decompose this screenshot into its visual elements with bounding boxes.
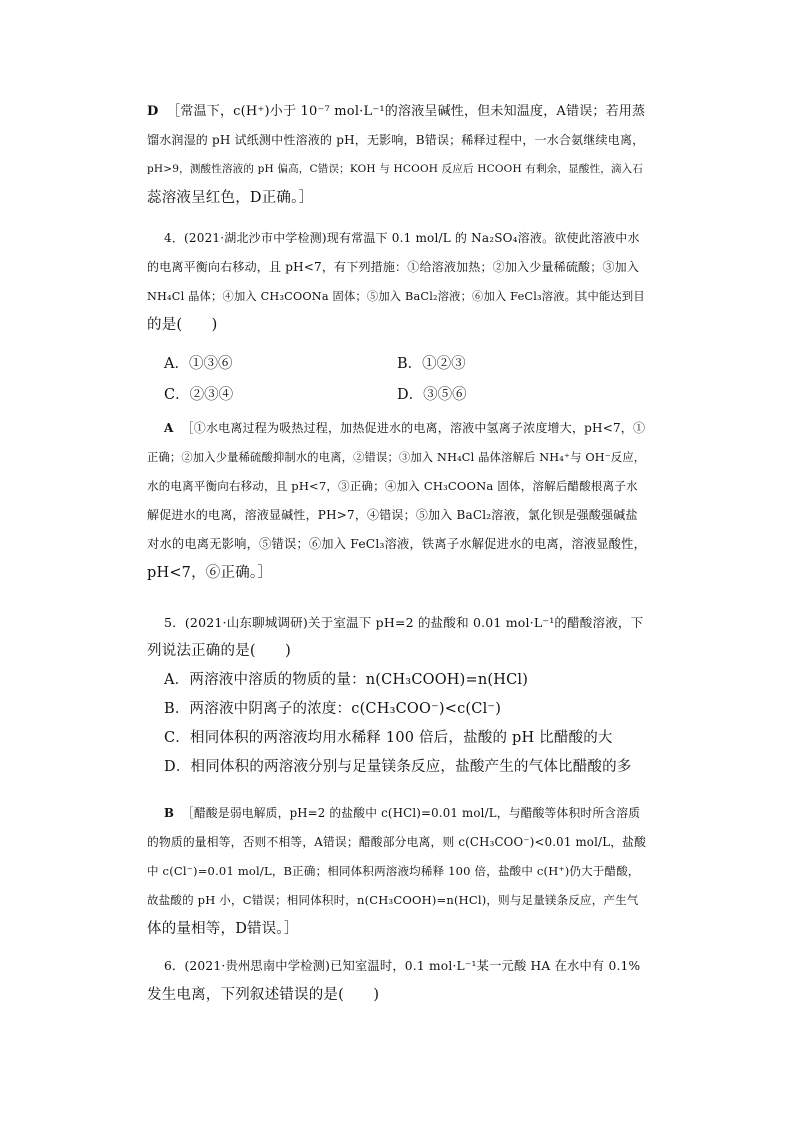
q4-answer-letter: A xyxy=(164,421,174,435)
q5-answer-line: 故盐酸的 pH 小，C错误；相同体积时，n(CH₃COOH)=n(HCl)，则与足量镁条反应，产生气 xyxy=(147,893,639,907)
q5-answer-letter: B xyxy=(164,806,175,820)
q4-answer-line: pH<7，⑥正确。］ xyxy=(147,565,273,581)
q4-option-a[interactable]: A．①③⑥ xyxy=(164,356,233,372)
q5-option-d[interactable]: D．相同体积的两溶液分别与足量镁条反应，盐酸产生的气体比醋酸的多 xyxy=(164,759,632,775)
q4-question-line: 的是( ) xyxy=(147,317,218,333)
q4-answer-line: 对水的电离无影响，⑤错误；⑥加入 FeCl₃溶液，铁离子水解促进水的电离，溶液显酸性， xyxy=(147,537,647,551)
q4-answer-line: ［①水电离过程为吸热过程，加热促进水的电离，溶液中氢离子浓度增大，pH<7，① xyxy=(181,421,646,435)
q6-question-line: 6．(2021·贵州思南中学检测)已知室温时，0.1 mol·L⁻¹某一元酸 HA 在水中有 0.1% xyxy=(164,959,641,973)
q5-answer-line: 的物质的量相等，否则不相等，A错误；醋酸部分电离，则 c(CH₃COO⁻)<0.01 mol/L，盐酸 xyxy=(147,835,647,849)
q4-option-d[interactable]: D．③⑤⑥ xyxy=(397,387,467,403)
q4-answer-line: 正确；②加入少量稀硫酸抑制水的电离，②错误；③加入 NH₄Cl 晶体溶解后 NH₄⁺与 OH⁻反应， xyxy=(147,451,646,464)
q3-answer-line: pH>9，测酸性溶液的 pH 偏高，C错误；KOH 与 HCOOH 反应后 HCOOH 有剩余，显酸性，滴入石 xyxy=(147,163,644,175)
q5-answer-line: 中 c(Cl⁻)=0.01 mol/L，B正确；相同体积两溶液均稀释 100 倍，盐酸中 c(H⁺)仍大于醋酸， xyxy=(147,864,640,878)
q3-answer-letter: D xyxy=(147,104,159,119)
q5-question-line: 5．(2021·山东聊城调研)关于室温下 pH=2 的盐酸和 0.01 mol·L⁻¹的醋酸溶液，下 xyxy=(164,615,644,630)
q3-answer-line: ［常温下，c(H⁺)小于 10⁻⁷ mol·L⁻¹的溶液呈碱性，但未知温度，A错误；若用蒸 xyxy=(167,104,646,119)
q5-option-c[interactable]: C．相同体积的两溶液均用水稀释 100 倍后，盐酸的 pH 比醋酸的大 xyxy=(164,730,613,746)
q4-option-c[interactable]: C．②③④ xyxy=(164,387,234,403)
q5-option-a[interactable]: A．两溶液中溶质的物质的量：n(CH₃COOH)=n(HCl) xyxy=(164,672,529,688)
q4-question-line: 4．(2021·湖北沙市中学检测)现有常温下 0.1 mol/L 的 Na₂SO₄溶液。欲使此溶液中水 xyxy=(164,231,640,245)
q5-answer-block xyxy=(147,799,647,944)
q5-answer-line: ［醋酸是弱电解质，pH=2 的盐酸中 c(HCl)=0.01 mol/L，与醋酸等体积时所含溶质 xyxy=(182,806,641,820)
q5-option-b[interactable]: B．两溶液中阴离子的浓度：c(CH₃COO⁻)<c(Cl⁻) xyxy=(164,701,502,717)
q4-question-block xyxy=(147,224,647,340)
q3-answer-line: 蕊溶液呈红色，D正确。］ xyxy=(147,190,314,206)
q5-question-line: 列说法正确的是( ) xyxy=(147,643,292,659)
q4-answer-line: 水的电离平衡向右移动，且 pH<7，③正确；④加入 CH₃COONa 固体，溶解后醋酸根离子水 xyxy=(147,479,638,493)
q4-question-line: 的电离平衡向右移动，且 pH<7，有下列措施：①给溶液加热；②加入少量稀硫酸；③加入 xyxy=(147,260,640,274)
q4-option-b[interactable]: B．①②③ xyxy=(397,356,466,372)
q6-question-block xyxy=(147,952,647,1010)
q4-answer-line: 解促进水的电离，溶液显碱性，PH>7，④错误；⑤加入 BaCl₂溶液，氯化钡是强酸强碱盐 xyxy=(147,508,638,522)
q6-question-line: 发生电离，下列叙述错误的是( ) xyxy=(147,987,380,1003)
q4-answer-block xyxy=(147,414,647,588)
q5-question-block xyxy=(147,608,647,782)
q3-answer-line: 馏水润湿的 pH 试纸测中性溶液的 pH，无影响，B错误；稀释过程中，一水合氨继续电离， xyxy=(147,133,645,147)
q3-answer-block xyxy=(147,97,647,213)
q4-question-line: NH₄Cl 晶体；④加入 CH₃COONa 固体；⑤加入 BaCl₂溶液；⑥加入 FeCl₃溶液。其中能达到目 xyxy=(147,290,645,303)
q5-answer-line: 体的量相等，D错误。］ xyxy=(147,921,299,937)
